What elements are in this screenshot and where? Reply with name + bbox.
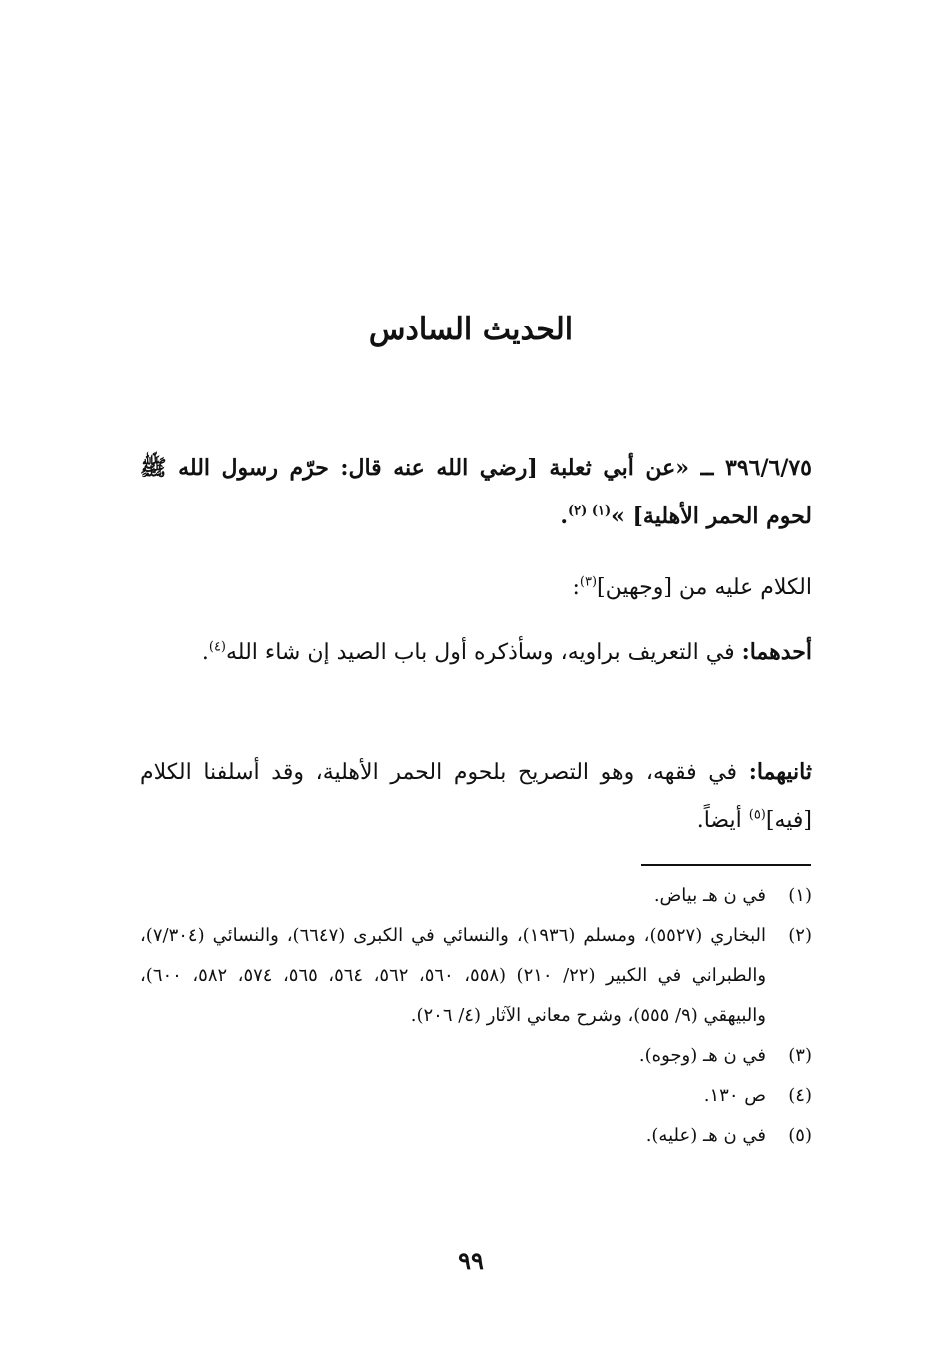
footnote-number: (٢): [788, 925, 812, 946]
footnote-number: (١): [788, 885, 812, 906]
footnote-number: (٤): [788, 1085, 812, 1106]
page-number: ٩٩: [458, 1246, 484, 1275]
footnote-text: ص ١٣٠.: [703, 1085, 766, 1106]
first-aspect-paragraph: [140, 628, 812, 677]
footnotes-list: [140, 876, 812, 1156]
second-aspect-label: ثانيهما:: [748, 759, 812, 785]
footnote-number: (٥): [788, 1125, 812, 1146]
footnote-item: [140, 1036, 812, 1076]
footnote-item: [140, 876, 812, 916]
second-aspect-footnote-ref: (٥): [748, 807, 766, 823]
footnote-text: في ن هـ بياض.: [653, 885, 766, 906]
footnote-text: البخاري (٥٥٢٧)، ومسلم (١٩٣٦)، والنسائي في الكبرى (٦٦٤٧)، والنسائي (٧/٣٠٤)، والطبراني في الكبير (٢٢/ ٢١٠) (٥٥٨، ٥٦٠، ٥٦٢، ٥٦٤، ٥٦٥، ٥٧٤، ٥٨٢، ٦٠٠)، والبيهقي (٩/ ٥٥٥)، وشرح معاني الآثار (٤/ ٢٠٦).: [140, 925, 767, 1026]
intro-footnote-ref: (٣): [579, 574, 598, 590]
intro-text: الكلام عليه من [وجهين]: [597, 575, 812, 600]
hadith-text: ٣٩٦/٦/٧٥ ــ «عن أبي ثعلبة [رضي الله عنه قال: حرّم رسول الله ﷺ لحوم الحمر الأهلية] »: [140, 455, 812, 529]
hadith-paragraph: [140, 444, 812, 540]
hadith-footnote-refs: (١) (٢): [568, 503, 612, 519]
footnote-number: (٣): [788, 1045, 812, 1066]
first-aspect-end: .: [201, 640, 209, 665]
section-heading: الحديث السادس: [368, 312, 574, 347]
second-aspect-paragraph: [140, 748, 812, 845]
first-aspect-text: في التعريف براويه، وسأذكره أول باب الصيد إن شاء الله: [226, 640, 742, 665]
first-aspect-footnote-ref: (٤): [208, 639, 226, 655]
footnote-item: [140, 1076, 812, 1116]
second-aspect-text: في فقهه، وهو التصريح بلحوم الحمر الأهلية، وقد أسلفنا الكلام [فيه]: [140, 760, 812, 833]
footnote-item: [140, 916, 812, 1036]
first-aspect-label: أحدهما:: [741, 639, 812, 665]
second-aspect-end: أيضاً.: [696, 808, 749, 833]
intro-end: :: [572, 575, 580, 600]
footnote-text: في ن هـ (وجوه).: [638, 1045, 766, 1066]
footnote-item: [140, 1116, 812, 1156]
footnote-divider: [641, 864, 811, 866]
intro-paragraph: [140, 564, 812, 612]
footnote-text: في ن هـ (عليه).: [645, 1125, 766, 1146]
hadith-end: .: [560, 503, 568, 529]
